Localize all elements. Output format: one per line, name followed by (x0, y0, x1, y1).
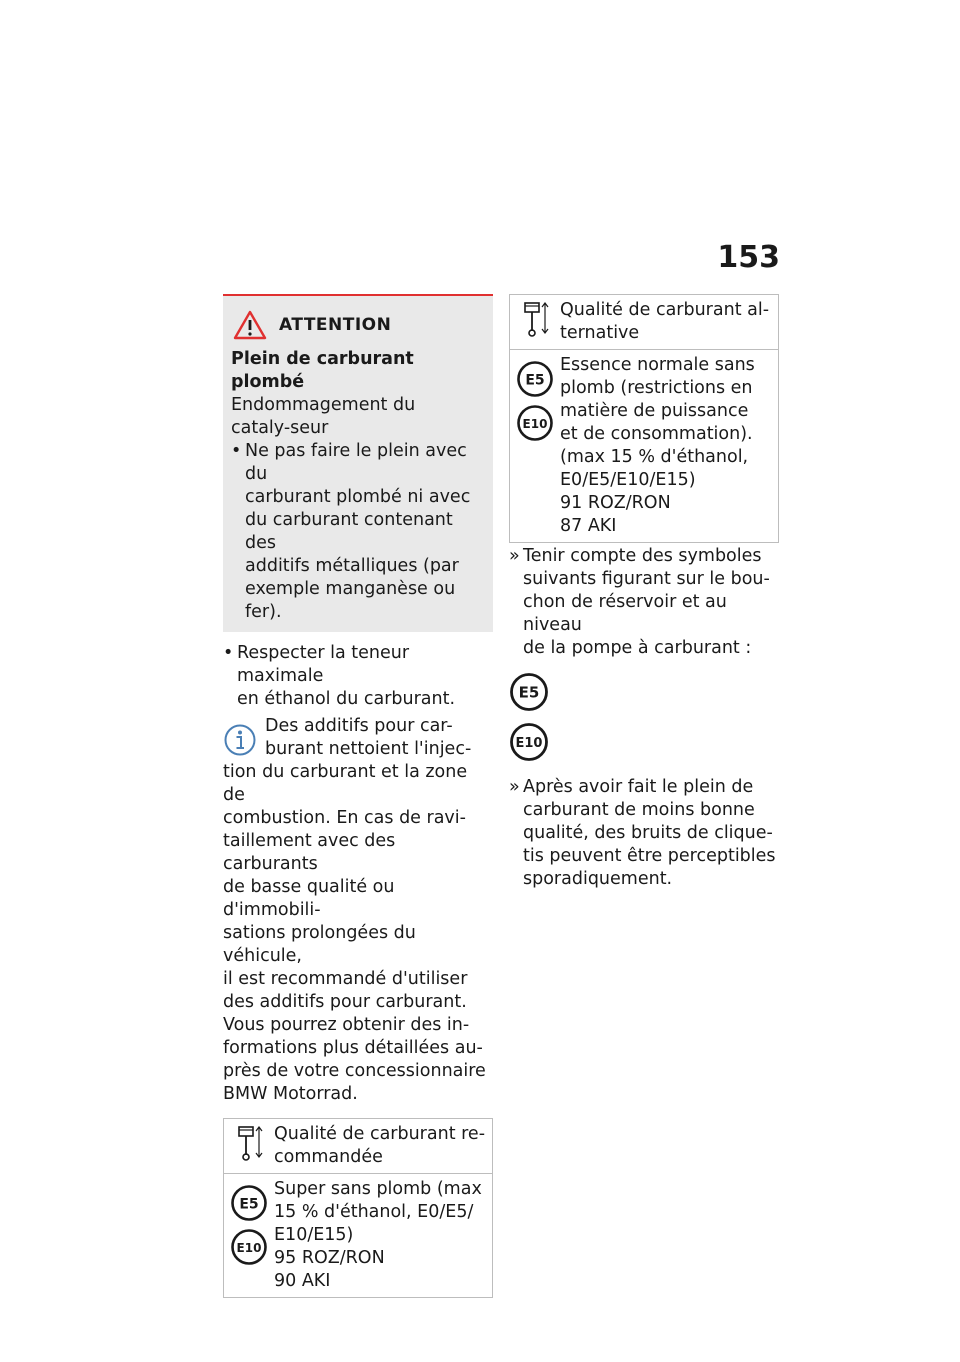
text-line: près de votre concessionnaire (223, 1061, 486, 1081)
text-line: Vous pourrez obtenir des in- (223, 1015, 470, 1035)
fuel-table-title (560, 299, 774, 345)
text-line: E0/E5/E10/E15) (560, 470, 696, 490)
piston-icon (520, 299, 550, 339)
text-line: plomb (restrictions en (560, 378, 753, 398)
svg-text:E5: E5 (239, 1196, 259, 1213)
text-line: carburant de moins bonne (523, 800, 755, 820)
symbols-instruction (509, 545, 779, 660)
text-line: 15 % d'éthanol, E0/E5/ (274, 1202, 474, 1222)
text-line: (max 15 % d'éthanol, (560, 447, 749, 467)
info-icon (223, 723, 257, 757)
fuel-table-header (510, 295, 778, 350)
text-line: Qualité de carburant al- (560, 300, 770, 320)
text-line: Essence normale sans (560, 355, 755, 375)
text-line: 95 ROZ/RON (274, 1248, 385, 1268)
fuel-table-text (560, 354, 774, 538)
text-line: qualité, des bruits de clique- (523, 823, 773, 843)
text-line: des additifs pour carburant. (223, 992, 467, 1012)
fuel-table-body (510, 350, 778, 542)
warning-heading: Plein de carburant plombé (231, 349, 414, 392)
text-line: BMW Motorrad. (223, 1084, 358, 1104)
text-line: tion du carburant et la zone de (223, 762, 468, 805)
arrow-mark: » (509, 546, 520, 566)
ethanol-bullet-text (237, 642, 493, 711)
text-line: de basse qualité ou d'immobili- (223, 877, 395, 920)
piston-icon (234, 1123, 264, 1163)
e5-badge-icon (516, 360, 554, 398)
text-line: en éthanol du carburant. (237, 689, 456, 709)
warning-bullet (231, 440, 483, 624)
text-line: burant nettoient l'injec- (265, 739, 472, 759)
text-line: E10/E15) (274, 1225, 354, 1245)
after-fill-note (509, 776, 779, 891)
info-first-lines (265, 715, 471, 761)
text-line: Respecter la teneur maximale (237, 643, 410, 686)
text-line: sations prolongées du véhicule, (223, 923, 416, 966)
warning-subheading: Endommagement du cataly-seur (231, 395, 416, 438)
fuel-table-title (274, 1123, 488, 1169)
text-line: tis peuvent être perceptibles (523, 846, 776, 866)
text-line: Après avoir fait le plein de (523, 777, 754, 797)
text-line: suivants figurant sur le bou- (523, 569, 770, 589)
bullet-mark: • (231, 441, 242, 461)
fuel-table-alternative (509, 294, 779, 543)
left-column (223, 294, 493, 1298)
e10-badge-icon (509, 722, 549, 762)
text-line: combustion. En cas de ravi- (223, 808, 466, 828)
text-line: taillement avec des carburants (223, 831, 396, 874)
warning-line: exemple manganèse ou fer). (245, 579, 456, 622)
text-line: 87 AKI (560, 516, 617, 536)
info-body (223, 761, 493, 1106)
warning-line: du carburant contenant des (245, 510, 453, 553)
right-column (509, 294, 779, 891)
info-block (223, 715, 493, 1106)
fuel-table-recommended (223, 1118, 493, 1298)
warning-line: Ne pas faire le plein avec du (245, 441, 467, 484)
text-line: Des additifs pour car- (265, 716, 453, 736)
text-line: et de consommation). (560, 424, 753, 444)
text-line: 91 ROZ/RON (560, 493, 671, 513)
e10-badge-icon (230, 1228, 268, 1266)
e5-badge-icon (230, 1184, 268, 1222)
warning-line: carburant plombé ni avec (245, 487, 471, 507)
text-line: sporadiquement. (523, 869, 673, 889)
warning-title: ATTENTION (279, 314, 392, 335)
text-line: il est recommandé d'utiliser (223, 969, 468, 989)
arrow-mark: » (509, 777, 520, 797)
text-line: chon de réservoir et au niveau (523, 592, 727, 635)
fuel-symbols (509, 672, 779, 762)
info-header (223, 715, 493, 761)
icon-cell (224, 1178, 274, 1293)
text-line: formations plus détaillées au- (223, 1038, 483, 1058)
text-line: de la pompe à carburant : (523, 638, 752, 658)
warning-bullet-text (245, 440, 483, 624)
page-number: 153 (717, 240, 780, 275)
text-line: Qualité de carburant re- (274, 1124, 486, 1144)
text-line: 90 AKI (274, 1271, 331, 1291)
svg-text:E10: E10 (515, 736, 543, 751)
warning-header (233, 310, 483, 340)
e10-badge-icon (516, 404, 554, 442)
warning-box (223, 294, 493, 632)
fuel-table-body (224, 1174, 492, 1297)
icon-cell (224, 1123, 274, 1169)
bullet-mark: • (223, 643, 234, 663)
text-line: matière de puissance (560, 401, 749, 421)
e5-badge-icon (509, 672, 549, 712)
icon-cell (510, 354, 560, 538)
svg-text:E5: E5 (525, 372, 545, 389)
fuel-table-header (224, 1119, 492, 1174)
text-line: commandée (274, 1147, 383, 1167)
text-line: ternative (560, 323, 640, 343)
icon-cell (510, 299, 560, 345)
warning-triangle-icon (233, 310, 267, 340)
warning-line: additifs métalliques (par (245, 556, 459, 576)
text-line: Tenir compte des symboles (523, 546, 762, 566)
svg-text:E5: E5 (518, 683, 540, 702)
symbols-instruction-text (523, 545, 779, 660)
svg-text:E10: E10 (522, 417, 548, 431)
fuel-table-text (274, 1178, 488, 1293)
ethanol-bullet (223, 642, 493, 711)
svg-text:E10: E10 (236, 1241, 262, 1255)
text-line: Super sans plomb (max (274, 1179, 482, 1199)
after-fill-text (523, 776, 779, 891)
